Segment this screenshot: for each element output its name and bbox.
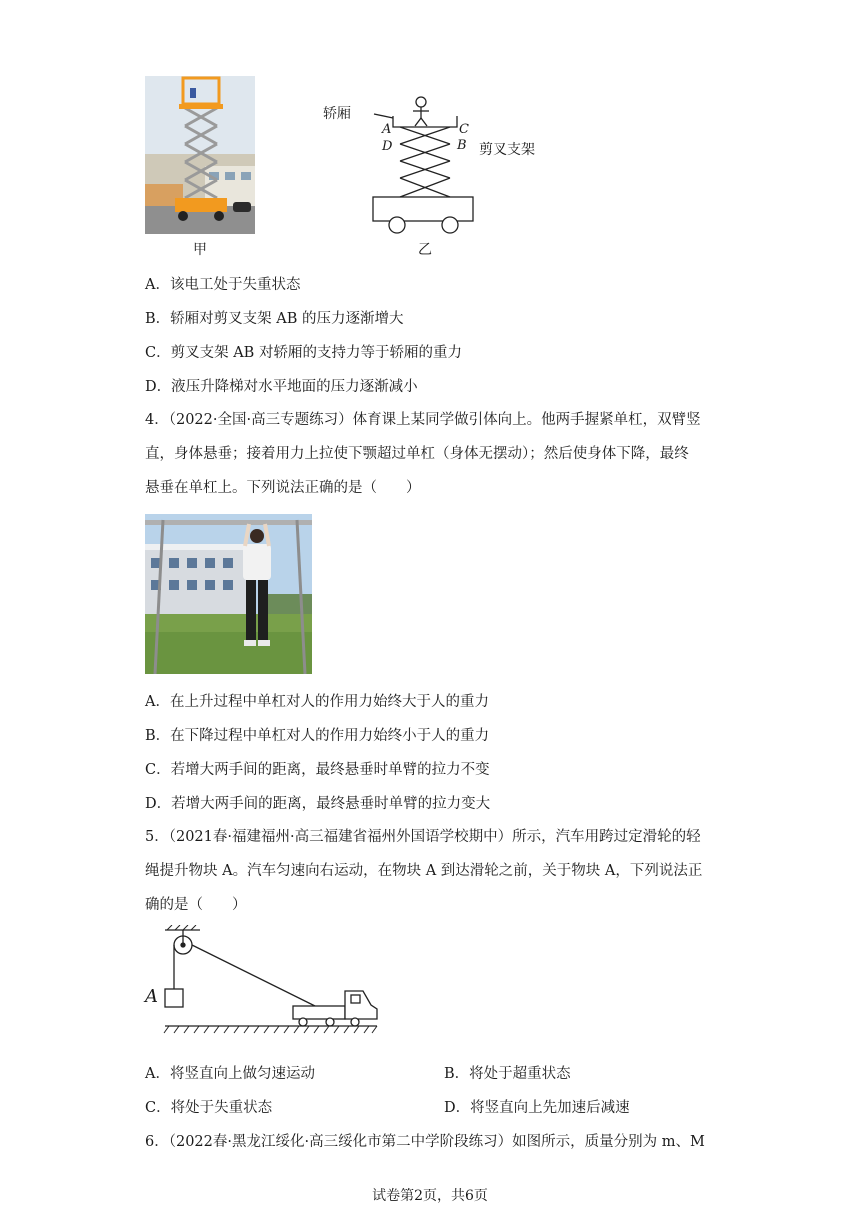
page-footer: 试卷第2页，共6页 (372, 1188, 488, 1204)
label-point-a: A (382, 122, 392, 137)
q3-option-d: D．液压升降梯对水平地面的压力逐渐减小 (145, 379, 418, 395)
q6-stem-line-1: 6．（2022春·黑龙江绥化·高三绥化市第二中学阶段练习）如图所示，质量分别为 m、M (145, 1134, 705, 1150)
pulley-truck-diagram (145, 925, 385, 1040)
q4-option-a: A．在上升过程中单杠对人的作用力始终大于人的重力 (145, 694, 489, 710)
figure-caption-yi: 乙 (418, 242, 432, 258)
q4-stem-line-2: 直，身体悬垂；接着用力上拉使下颚超过单杠（身体无摆动）；然后使身体下降，最终 (145, 446, 689, 462)
figure-caption-jia: 甲 (193, 242, 207, 258)
q5-stem-line-3: 确的是（ ） (145, 897, 247, 913)
q4-stem-line-3: 悬垂在单杠上。下列说法正确的是（ ） (145, 480, 421, 496)
q5-stem-line-2: 绳提升物块 A。汽车匀速向右运动，在物块 A 到达滑轮之前，关于物块 A，下列说法正 (145, 863, 703, 879)
pull-up-photo (145, 514, 312, 674)
q5-stem-line-1: 5．（2021春·福建福州·高三福建省福州外国语学校期中）所示，汽车用跨过定滑轮的轻 (145, 829, 701, 845)
scissor-lift-diagram (360, 94, 550, 240)
q3-option-c: C．剪叉支架 AB 对轿厢的支持力等于轿厢的重力 (145, 345, 462, 361)
q5-option-b: B．将处于超重状态 (444, 1066, 571, 1082)
q4-option-c: C．若增大两手间的距离，最终悬垂时单臂的拉力不变 (145, 762, 490, 778)
label-point-c: C (459, 122, 469, 137)
q4-option-d: D．若增大两手间的距离，最终悬垂时单臂的拉力变大 (145, 796, 491, 812)
q5-option-a: A．将竖直向上做匀速运动 (145, 1066, 315, 1082)
q4-stem-line-1: 4．（2022·全国·高三专题练习）体育课上某同学做引体向上。他两手握紧单杠，双臂竖 (145, 412, 701, 428)
label-block-a: A (145, 986, 158, 1007)
lift-photo (145, 76, 255, 234)
q5-option-c: C．将处于失重状态 (145, 1100, 273, 1116)
q3-option-a: A．该电工处于失重状态 (145, 277, 301, 293)
q4-option-b: B．在下降过程中单杠对人的作用力始终小于人的重力 (145, 728, 490, 744)
label-point-b: B (457, 138, 467, 153)
q5-option-d: D．将竖直向上先加速后减速 (444, 1100, 630, 1116)
label-scissor-frame: 剪叉支架 (479, 142, 535, 158)
q3-option-b: B．轿厢对剪叉支架 AB 的压力逐渐增大 (145, 311, 404, 327)
label-point-d: D (382, 139, 393, 154)
label-cabin: 轿厢 (323, 106, 351, 122)
